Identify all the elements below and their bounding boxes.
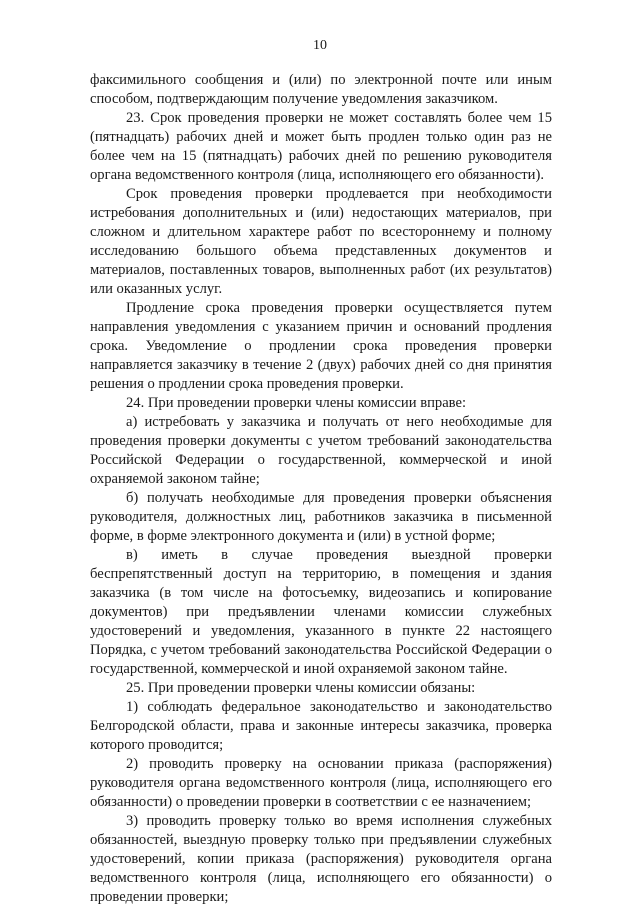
paragraph: 1) соблюдать федеральное законодательство и законодательство Белгородской области, права и законные интересы заказчика, проверка которого проводится; bbox=[90, 699, 552, 753]
paragraph: факсимильного сообщения и (или) по электронной почте или иным способом, подтверждающим получение уведомления заказчиком. bbox=[90, 72, 552, 107]
paragraph: 23. Срок проведения проверки не может составлять более чем 15 (пятнадцать) рабочих дней и может быть продлен только один раз не более чем на 15 (пятнадцать) рабочих дней по решению руководителя органа ведомственного контроля (лица, исполняющего его обязанности). bbox=[90, 110, 552, 183]
document-body bbox=[90, 71, 552, 907]
paragraph: в) иметь в случае проведения выездной проверки беспрепятственный доступ на территорию, в помещения и здания заказчика (в том числе на фотосъемку, видеозапись и копирование документов) при предъявлении членами комиссии служебных удостоверений и уведомления, указанного в пункте 22 настоящего Порядка, с учетом требований законодательства Российской Федерации о государственной, коммерческой и иной охраняемой законом тайне. bbox=[90, 547, 552, 677]
paragraph: 25. При проведении проверки члены комиссии обязаны: bbox=[126, 680, 476, 696]
paragraph: 2) проводить проверку на основании приказа (распоряжения) руководителя органа ведомственного контроля (лица, исполняющего его обязанности) о проведении проверки в соответствии с ее назначением; bbox=[90, 756, 552, 810]
paragraph: б) получать необходимые для проведения проверки объяснения руководителя, должностных лиц, работников заказчика в письменной форме, в форме электронного документа и (или) в устной форме; bbox=[90, 490, 552, 544]
paragraph: Продление срока проведения проверки осуществляется путем направления уведомления с указанием причин и оснований продления срока. Уведомление о продлении срока проведения проверки направляется заказчику в течение 2 (двух) рабочих дней со дня принятия решения о продлении срока проведения проверки. bbox=[90, 300, 552, 392]
paragraph: 24. При проведении проверки члены комиссии вправе: bbox=[126, 395, 467, 411]
paragraph: Срок проведения проверки продлевается при необходимости истребования дополнительных и (или) недостающих материалов, при сложном и длительном характере работ по всестороннему и полному исследованию большого объема представленных документов и материалов, поставленных товаров, выполненных работ (их результатов) или оказанных услуг. bbox=[90, 186, 552, 297]
page-number: 10 bbox=[313, 38, 327, 53]
paragraph: 3) проводить проверку только во время исполнения служебных обязанностей, выездную проверку только при предъявлении служебных удостоверений, копии приказа (распоряжения) руководителя органа ведомственного контроля (лица, исполняющего его обязанности) о проведении проверки; bbox=[90, 813, 552, 905]
paragraph: а) истребовать у заказчика и получать от него необходимые для проведения проверки документы с учетом требований законодательства Российской Федерации о государственной, коммерческой и иной охраняемой законом тайне; bbox=[90, 414, 552, 487]
